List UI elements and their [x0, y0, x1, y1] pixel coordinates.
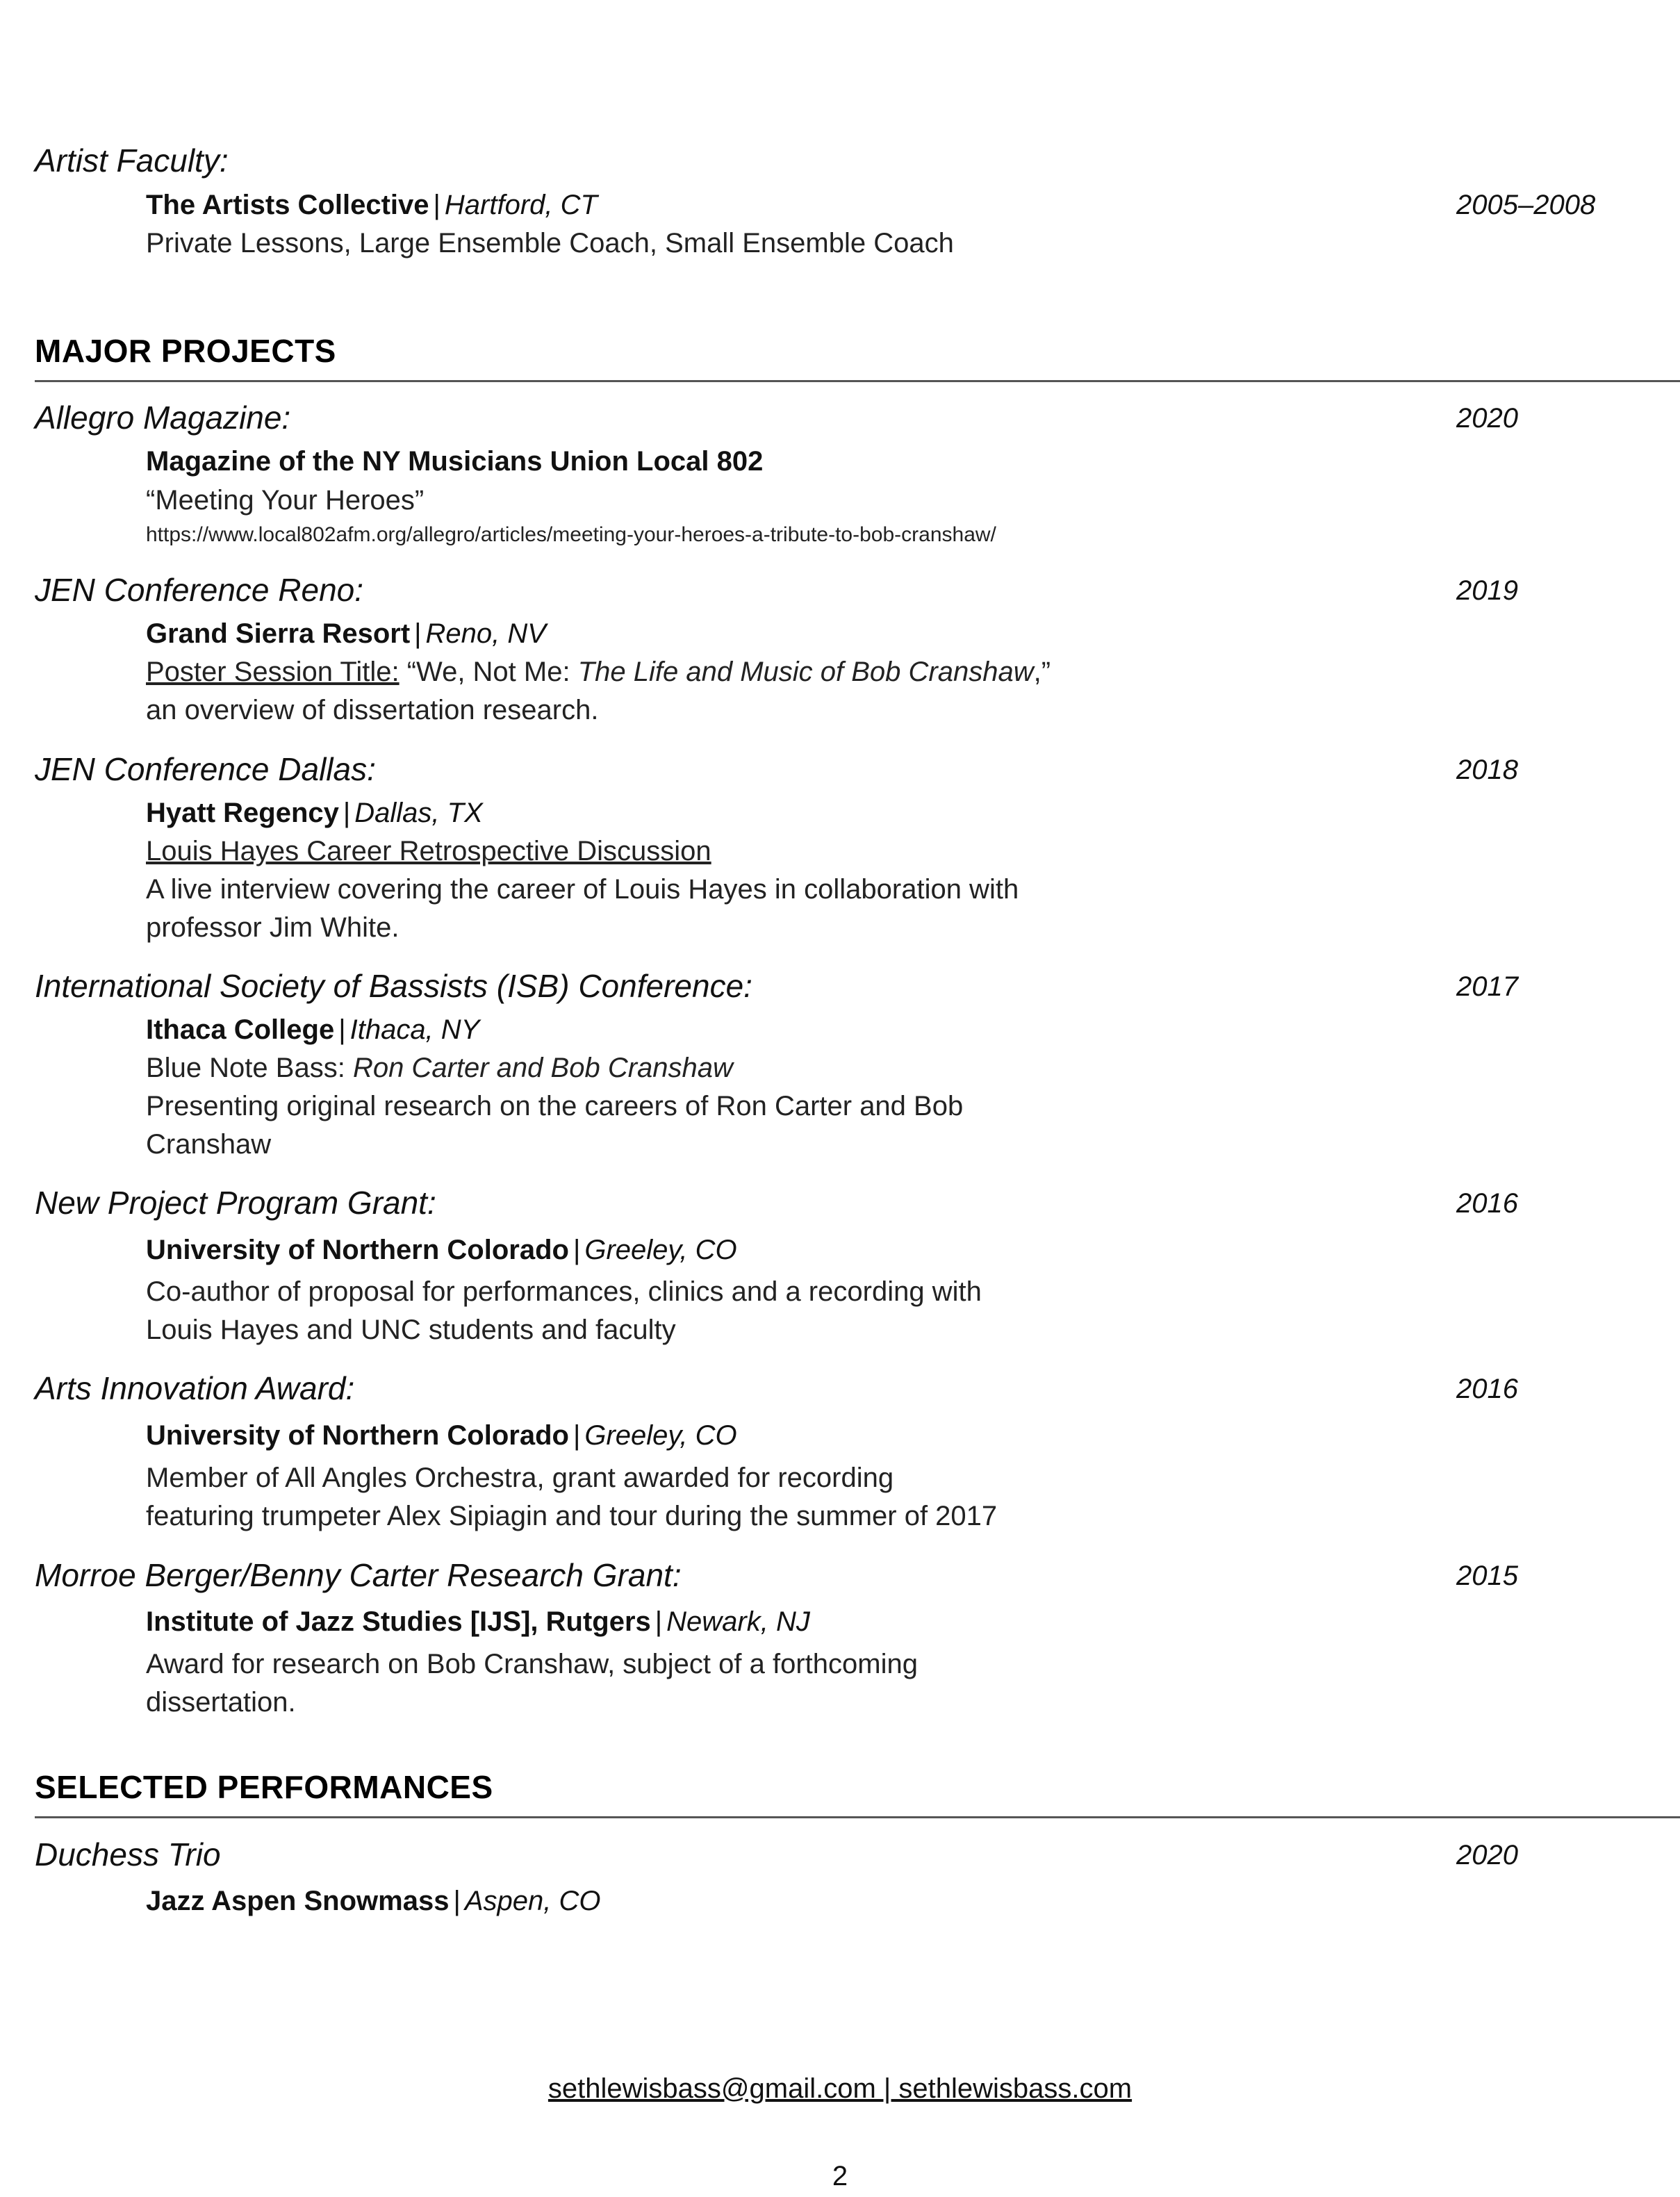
- poster-session-label: Poster Session Title:: [146, 657, 400, 687]
- project-org: [146, 446, 763, 477]
- major-projects-heading: MAJOR PROJECTS: [35, 333, 336, 369]
- project-org: [146, 1420, 737, 1451]
- project-org: [146, 1606, 810, 1638]
- detail-italic: Ron Carter and Bob Cranshaw: [352, 1053, 733, 1083]
- org-name: Institute of Jazz Studies [IJS], Rutgers: [146, 1606, 651, 1637]
- title-pre: “We, Not Me:: [399, 657, 578, 687]
- org-name: The Artists Collective: [146, 190, 429, 220]
- project-category: JEN Conference Reno:: [35, 572, 364, 608]
- org-location: Ithaca, NY: [349, 1014, 480, 1045]
- org-name: University of Northern Colorado: [146, 1235, 569, 1265]
- project-article-title: “Meeting Your Heroes”: [146, 485, 425, 516]
- project-org: [146, 618, 546, 650]
- project-detail-line: Co-author of proposal for performances, clinics and a recording with: [146, 1276, 982, 1307]
- detail-pre: Blue Note Bass:: [146, 1053, 353, 1083]
- project-category: Morroe Berger/Benny Carter Research Grant:: [35, 1557, 682, 1593]
- footer-contact-link[interactable]: sethlewisbass@gmail.com | sethlewisbass.com: [547, 2073, 1133, 2104]
- org-name: Ithaca College: [146, 1014, 335, 1045]
- performance-year: 2020: [1456, 1840, 1518, 1870]
- artist-faculty-desc: Private Lessons, Large Ensemble Coach, Small Ensemble Coach: [146, 228, 954, 258]
- org-location: Hartford, CT: [444, 190, 598, 220]
- selected-performances-heading: SELECTED PERFORMANCES: [35, 1769, 493, 1805]
- project-url: https://www.local802afm.org/allegro/articles/meeting-your-heroes-a-tribute-to-bob-cranshaw/: [146, 523, 996, 546]
- project-year: 2016: [1456, 1374, 1518, 1404]
- project-detail-line: an overview of dissertation research.: [146, 695, 599, 725]
- project-org: [146, 1014, 479, 1046]
- project-detail-line: Louis Hayes Career Retrospective Discussion: [146, 836, 711, 866]
- org-separator: |: [573, 1420, 581, 1451]
- org-name: Jazz Aspen Snowmass: [146, 1886, 450, 1916]
- org-location: Greeley, CO: [584, 1420, 737, 1451]
- org-name: Grand Sierra Resort: [146, 618, 411, 649]
- project-year: 2015: [1456, 1561, 1518, 1591]
- project-detail-line: Member of All Angles Orchestra, grant awarded for recording: [146, 1463, 894, 1493]
- artist-faculty-org: [146, 190, 598, 221]
- project-category: JEN Conference Dallas:: [35, 751, 376, 787]
- project-year: 2016: [1456, 1188, 1518, 1219]
- project-category: International Society of Bassists (ISB) Conference:: [35, 968, 752, 1004]
- project-detail-line: dissertation.: [146, 1687, 296, 1718]
- section-divider: [35, 380, 1680, 382]
- org-name: University of Northern Colorado: [146, 1420, 569, 1451]
- org-separator: |: [343, 798, 351, 828]
- artist-faculty-category: Artist Faculty:: [35, 142, 229, 179]
- page-number: 2: [832, 2161, 848, 2191]
- org-name: Hyatt Regency: [146, 798, 339, 828]
- project-year: 2020: [1456, 403, 1518, 434]
- project-year: 2019: [1456, 575, 1518, 606]
- org-name: Magazine of the NY Musicians Union Local 802: [146, 446, 764, 477]
- project-org: [146, 798, 483, 829]
- project-org: [146, 1235, 737, 1266]
- project-detail-line: A live interview covering the career of Louis Hayes in collaboration with: [146, 874, 1019, 905]
- title-post: ,”: [1033, 657, 1051, 687]
- org-separator: |: [338, 1014, 346, 1045]
- project-detail-line: [146, 1053, 733, 1084]
- org-location: Greeley, CO: [584, 1235, 737, 1265]
- performance-category: Duchess Trio: [35, 1836, 221, 1873]
- project-category: New Project Program Grant:: [35, 1185, 436, 1221]
- project-category: Arts Innovation Award:: [35, 1370, 355, 1406]
- section-divider: [35, 1816, 1680, 1818]
- project-detail-line: Award for research on Bob Cranshaw, subject of a forthcoming: [146, 1649, 918, 1679]
- org-separator: |: [573, 1235, 581, 1265]
- project-detail-line: Louis Hayes and UNC students and faculty: [146, 1315, 676, 1345]
- org-location: Aspen, CO: [464, 1886, 601, 1916]
- org-separator: |: [654, 1606, 663, 1637]
- org-location: Reno, NV: [425, 618, 546, 649]
- title-italic: The Life and Music of Bob Cranshaw: [577, 657, 1034, 687]
- project-year: 2017: [1456, 971, 1518, 1002]
- org-location: Dallas, TX: [354, 798, 483, 828]
- project-detail-line: professor Jim White.: [146, 912, 400, 943]
- org-location: Newark, NJ: [666, 1606, 810, 1637]
- project-detail-line: featuring trumpeter Alex Sipiagin and tour during the summer of 2017: [146, 1501, 998, 1531]
- performance-org: [146, 1886, 601, 1917]
- org-separator: |: [414, 618, 422, 649]
- project-detail-line: Cranshaw: [146, 1129, 272, 1160]
- project-category: Allegro Magazine:: [35, 400, 291, 436]
- artist-faculty-year: 2005–2008: [1456, 190, 1596, 220]
- org-separator: |: [453, 1886, 461, 1916]
- project-detail-line: Presenting original research on the careers of Ron Carter and Bob: [146, 1091, 964, 1121]
- project-detail-line: [146, 657, 1051, 688]
- org-separator: |: [433, 190, 440, 220]
- project-year: 2018: [1456, 755, 1518, 785]
